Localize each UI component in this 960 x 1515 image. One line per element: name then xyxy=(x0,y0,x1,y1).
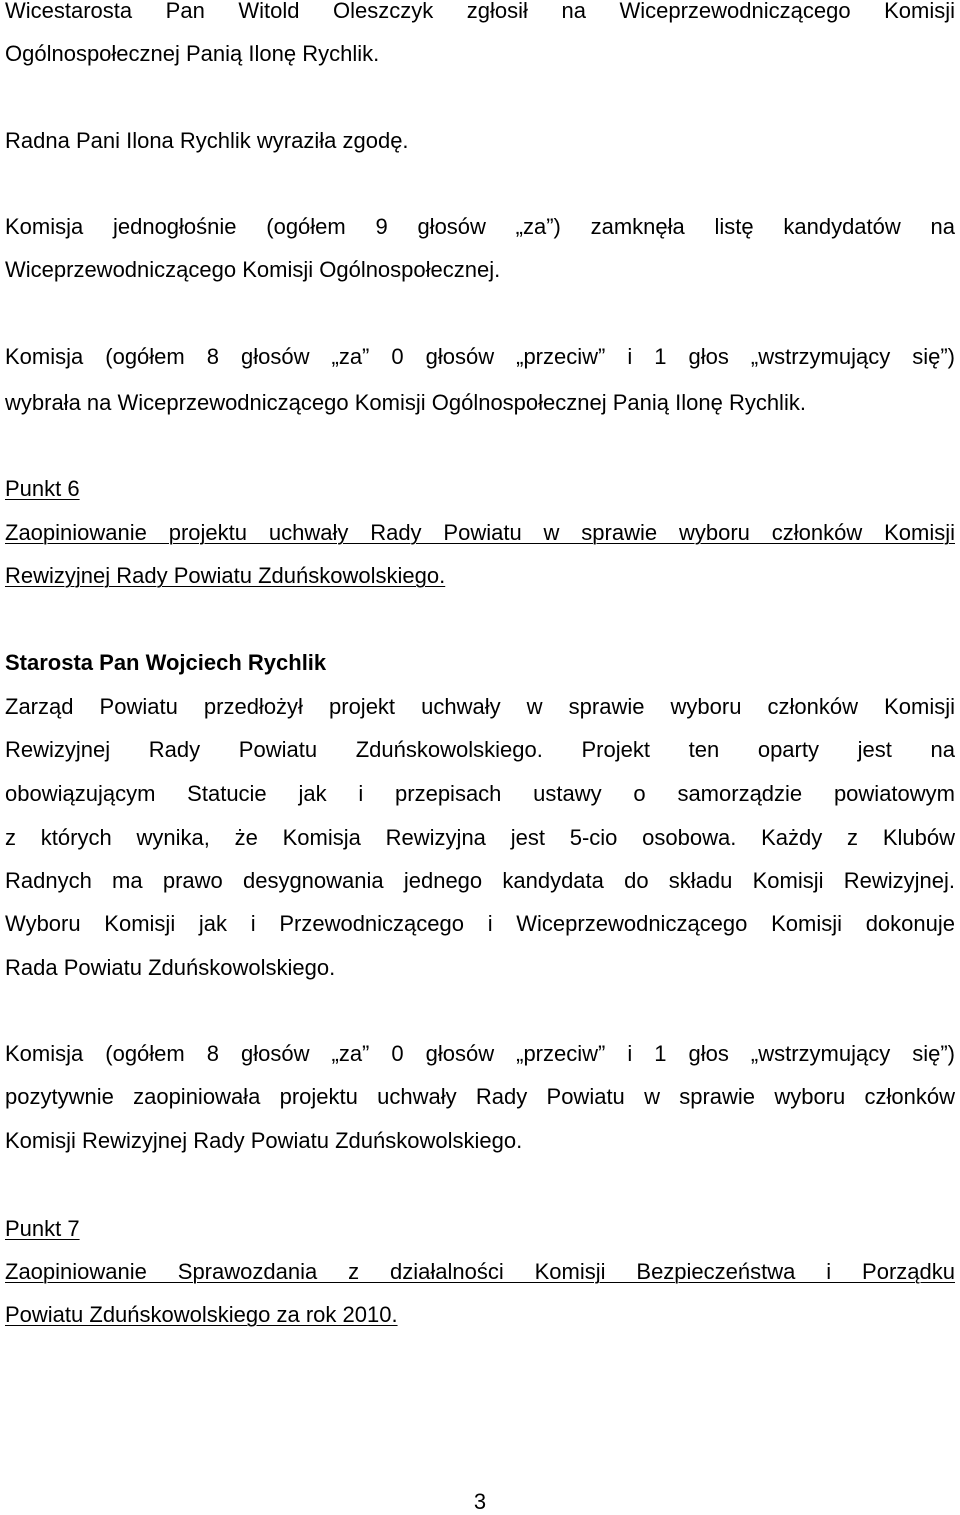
section-topic-line: Zaopiniowanie projektu uchwały Rady Powiatu w sprawie wyboru członków Komisji xyxy=(5,520,955,545)
section-heading-punkt-7 xyxy=(5,1216,955,1242)
section-topic-text: Rewizyjnej Rady Powiatu Zduńskowolskiego. xyxy=(5,563,446,588)
section-topic-text: Powiatu Zduńskowolskiego za rok 2010. xyxy=(5,1302,398,1327)
paragraph-line: Komisja jednogłośnie (ogółem 9 głosów „za”) zamknęła listę kandydatów na xyxy=(5,214,955,239)
page-number: 3 xyxy=(473,1489,487,1514)
section-heading-label: Punkt 7 xyxy=(5,1216,80,1241)
paragraph-line: Radna Pani Ilona Rychlik wyraziła zgodę. xyxy=(5,128,409,153)
section-topic-line: Zaopiniowanie Sprawozdania z działalności Komisji Bezpieczeństwa i Porządku xyxy=(5,1259,955,1284)
section-heading-label: Punkt 6 xyxy=(5,476,80,501)
paragraph-line: Komisja (ogółem 8 głosów „za” 0 głosów „przeciw” i 1 głos „wstrzymujący się”) xyxy=(5,344,955,369)
speaker-name: Starosta Pan Wojciech Rychlik xyxy=(5,650,327,675)
section-topic-line xyxy=(5,1302,955,1328)
paragraph-line: Komisji Rewizyjnej Rady Powiatu Zduńskowolskiego. xyxy=(5,1128,523,1153)
paragraph-line: Komisja (ogółem 8 głosów „za” 0 głosów „przeciw” i 1 głos „wstrzymujący się”) xyxy=(5,1041,955,1066)
section-heading-punkt-6 xyxy=(5,476,955,502)
paragraph-line: Wiceprzewodniczącego Komisji Ogólnospołecznej. xyxy=(5,257,501,282)
paragraph-line: Wyboru Komisji jak i Przewodniczącego i Wiceprzewodniczącego Komisji dokonuje xyxy=(5,911,955,936)
paragraph-line: Wicestarosta Pan Witold Oleszczyk zgłosił na Wiceprzewodniczącego Komisji xyxy=(5,0,955,23)
paragraph-line: wybrała na Wiceprzewodniczącego Komisji Ogólnospołecznej Panią Ilonę Rychlik. xyxy=(5,390,806,415)
paragraph-line: Zarząd Powiatu przedłożył projekt uchwały w sprawie wyboru członków Komisji xyxy=(5,694,955,719)
paragraph-line: pozytywnie zaopiniowała projektu uchwały Rady Powiatu w sprawie wyboru członków xyxy=(5,1084,955,1109)
section-topic-line xyxy=(5,563,955,589)
paragraph-line: Ogólnospołecznej Panią Ilonę Rychlik. xyxy=(5,41,380,66)
paragraph-line: Radnych ma prawo desygnowania jednego kandydata do składu Komisji Rewizyjnej. xyxy=(5,868,955,893)
paragraph-line: Rewizyjnej Rady Powiatu Zduńskowolskiego. Projekt ten oparty jest na xyxy=(5,737,955,762)
paragraph-line: z których wynika, że Komisja Rewizyjna jest 5-cio osobowa. Każdy z Klubów xyxy=(5,825,955,850)
paragraph-line: Rada Powiatu Zduńskowolskiego. xyxy=(5,955,336,980)
paragraph-line: obowiązującym Statucie jak i przepisach ustawy o samorządzie powiatowym xyxy=(5,781,955,806)
